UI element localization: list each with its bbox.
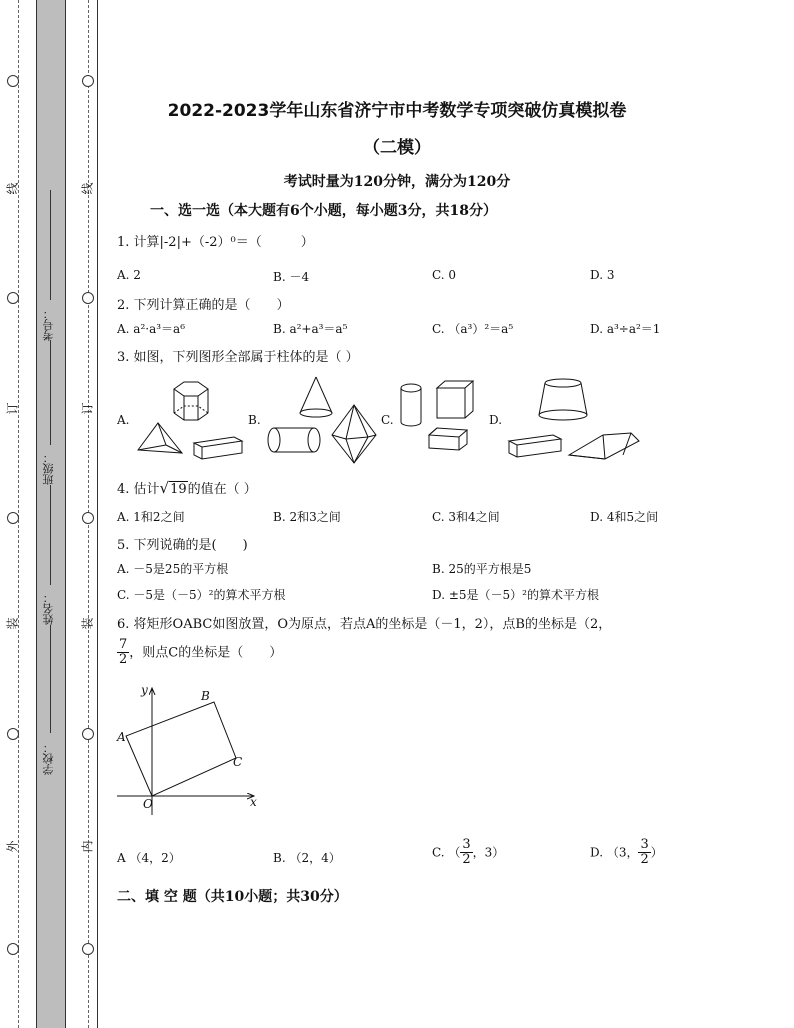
q5-option-b: B. 25的平方根是5 bbox=[432, 562, 532, 576]
q3-option-d-shapes bbox=[505, 375, 645, 465]
fraction-denominator: 2 bbox=[640, 852, 649, 868]
q4-option-d: D. 4和5之间 bbox=[590, 510, 659, 524]
section1-heading: 一、选一选（本大题有6个小题，每小题3分，共18分） bbox=[150, 203, 497, 219]
school-label: 学校： bbox=[42, 742, 55, 775]
point-label-o: O bbox=[143, 797, 153, 811]
exam-title: 2022-2023学年山东省济宁市中考数学专项突破仿真模拟卷 bbox=[167, 101, 627, 121]
q3-option-c-shapes bbox=[395, 378, 485, 463]
point-label-b: B bbox=[201, 689, 210, 703]
class-label: 班级： bbox=[42, 452, 55, 485]
q4-stem-prefix: 4. 估计 bbox=[117, 482, 160, 497]
sqrt-sign: √ bbox=[159, 479, 170, 497]
q3-option-d: D. bbox=[489, 413, 503, 427]
axis-label-y: y bbox=[141, 683, 148, 697]
hexagonal-prism bbox=[174, 382, 208, 396]
binding-hole bbox=[82, 512, 94, 524]
q6-stem-end: ，则点C的坐标是（ ） bbox=[129, 645, 283, 661]
q6-option-b: B. （2，4） bbox=[273, 851, 341, 865]
fraction-denominator: 2 bbox=[462, 852, 471, 868]
q6-option-c-fraction bbox=[460, 838, 472, 868]
q6-option-d-fraction bbox=[638, 838, 650, 868]
rectangular-prism bbox=[509, 435, 561, 445]
margin-char-zhuang: 装 bbox=[5, 617, 20, 630]
rectangular-prism bbox=[194, 437, 242, 447]
fraction-numerator: 3 bbox=[640, 837, 649, 852]
q6-rectangle-figure bbox=[112, 680, 272, 820]
axis-label-x: x bbox=[250, 795, 257, 809]
binding-hole bbox=[7, 943, 19, 955]
cylinder bbox=[268, 428, 280, 452]
section2-heading: 二、填 空 题（共10小题；共30分） bbox=[117, 889, 348, 905]
rectangle-oabc bbox=[126, 702, 236, 796]
binding-hole bbox=[82, 292, 94, 304]
cone bbox=[300, 377, 332, 413]
binding-hole bbox=[82, 75, 94, 87]
octahedron bbox=[332, 405, 376, 463]
margin-char-xian: 线 bbox=[80, 182, 95, 195]
q3-option-b: B. bbox=[248, 413, 261, 427]
frustum bbox=[545, 379, 581, 387]
q4-option-c: C. 3和4之间 bbox=[432, 510, 500, 524]
q4-option-a: A. 1和2之间 bbox=[117, 510, 185, 524]
q4-option-b: B. 2和3之间 bbox=[273, 510, 341, 524]
q6-option-c-prefix: C. （ bbox=[432, 845, 461, 860]
q1-stem: 1. 计算|-2|+（-2）⁰＝（ ） bbox=[117, 235, 314, 250]
margin-char-ding: 订 bbox=[5, 402, 20, 415]
fraction-numerator: 7 bbox=[119, 637, 128, 652]
q1-option-c: C. 0 bbox=[432, 268, 457, 282]
point-label-c: C bbox=[233, 755, 243, 769]
q6-option-d bbox=[590, 838, 663, 868]
q3-option-a-shapes bbox=[130, 375, 245, 460]
margin-char-wai: 外 bbox=[5, 840, 20, 853]
binding-hole bbox=[7, 728, 19, 740]
q1-option-d: D. 3 bbox=[590, 268, 615, 282]
q4-stem-suffix: 的值在（ ） bbox=[187, 482, 257, 497]
q2-option-b: B. a²+a³＝a⁵ bbox=[273, 322, 348, 336]
q6-option-d-suffix: ） bbox=[650, 845, 663, 860]
q6-stem-line2 bbox=[117, 638, 282, 668]
cylinder bbox=[401, 384, 421, 392]
fraction-numerator: 3 bbox=[462, 837, 471, 852]
q2-stem: 2. 下列计算正确的是（ ） bbox=[117, 298, 290, 313]
exam-number-label: 考号： bbox=[42, 308, 55, 341]
margin-char-zhuang: 装 bbox=[80, 617, 95, 630]
binding-hole bbox=[7, 75, 19, 87]
q6-option-c bbox=[432, 838, 504, 868]
q2-option-d: D. a³÷a²＝1 bbox=[590, 322, 661, 336]
exam-number-line bbox=[50, 190, 51, 300]
margin-char-xian: 线 bbox=[5, 182, 20, 195]
binding-hole bbox=[7, 292, 19, 304]
q1-option-a: A. 2 bbox=[117, 268, 141, 282]
q5-option-a: A. －5是25的平方根 bbox=[117, 562, 229, 576]
q3-stem: 3. 如图，下列图形全部属于柱体的是（ ） bbox=[117, 350, 359, 365]
name-line bbox=[50, 485, 51, 585]
margin-char-ding: 订 bbox=[80, 402, 95, 415]
q4-radicand: 19 bbox=[170, 482, 187, 497]
q2-option-a: A. a²·a³＝a⁶ bbox=[117, 322, 186, 336]
q2-option-c: C. （a³）²＝a⁵ bbox=[432, 322, 514, 336]
q4-stem bbox=[117, 478, 257, 497]
point-label-a: A bbox=[117, 730, 126, 744]
exam-time-info: 考试时量为120分钟，满分为120分 bbox=[283, 174, 511, 190]
binding-hole bbox=[82, 728, 94, 740]
cube bbox=[437, 381, 473, 388]
q6-stem: 6. 将矩形OABC如图放置，O为原点，若点A的坐标是（－1，2），点B的坐标是（2， bbox=[117, 617, 612, 632]
margin-char-nei: 内 bbox=[80, 840, 95, 853]
binding-hole bbox=[82, 943, 94, 955]
exam-subtitle: （二模） bbox=[363, 138, 431, 158]
q6-option-a: A （4，2） bbox=[117, 851, 181, 865]
fraction-denominator: 2 bbox=[119, 652, 128, 668]
q1-option-b: B. －4 bbox=[273, 270, 310, 284]
q5-option-c: C. －5是（－5）²的算术平方根 bbox=[117, 588, 286, 602]
q3-option-c: C. bbox=[381, 413, 394, 427]
q6-fraction bbox=[117, 638, 129, 668]
binding-hole bbox=[7, 512, 19, 524]
q6-option-c-suffix: ，3） bbox=[472, 845, 505, 860]
q3-option-b-shapes bbox=[262, 375, 382, 465]
name-label: 姓名： bbox=[42, 592, 55, 625]
q5-option-d: D. ±5是（－5）²的算术平方根 bbox=[432, 588, 599, 602]
q5-stem: 5. 下列说确的是( ) bbox=[117, 538, 248, 553]
q6-option-d-prefix: D. （3， bbox=[590, 845, 639, 860]
q3-option-a: A. bbox=[117, 413, 130, 427]
school-line bbox=[50, 625, 51, 733]
class-line bbox=[50, 340, 51, 445]
